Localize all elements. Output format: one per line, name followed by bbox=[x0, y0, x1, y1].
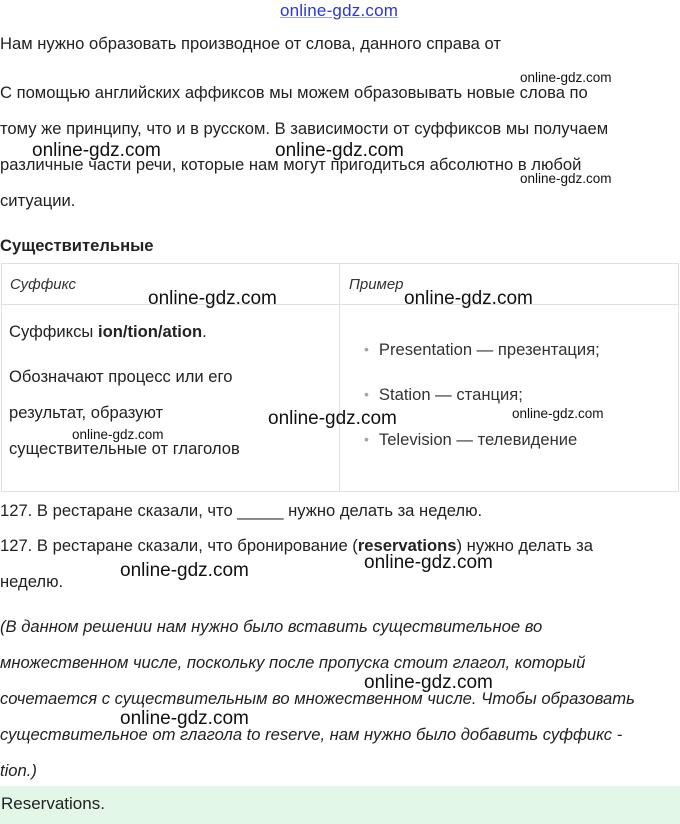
final-answer: Reservations. bbox=[1, 794, 105, 813]
example-item-3: • Television — телевидение bbox=[364, 430, 578, 449]
section-title: Существительные bbox=[0, 236, 154, 255]
watermark: online-gdz.com bbox=[520, 70, 612, 85]
watermark: online-gdz.com bbox=[268, 408, 397, 429]
intro-paragraph-line-1: С помощью английских аффиксов мы можем образовывать новые слова по bbox=[0, 83, 588, 102]
explanation-line-2: множественном числе, поскольку после пропуска стоит глагол, который bbox=[0, 653, 586, 672]
suffix-prefix: Суффиксы bbox=[9, 322, 98, 341]
answer-word: reservations bbox=[357, 536, 457, 555]
task-answer-line-2: неделю. bbox=[0, 572, 64, 591]
intro-paragraph-line-3: различные части речи, которые нам могут пригодиться абсолютно в любой bbox=[0, 155, 582, 174]
explanation-line-5: tion.) bbox=[0, 761, 37, 780]
watermark: online-gdz.com bbox=[512, 406, 604, 421]
bullet-icon: • bbox=[364, 386, 369, 402]
example-item-2: • Station — станция; bbox=[364, 385, 523, 404]
bullet-icon: • bbox=[364, 341, 369, 357]
intro-paragraph-line-4: ситуации. bbox=[0, 191, 76, 210]
watermark: online-gdz.com bbox=[148, 288, 277, 309]
watermark: online-gdz.com bbox=[120, 560, 249, 581]
intro-line: Нам нужно образовать производное от слова, данного справа от bbox=[0, 34, 501, 53]
suffix-end: . bbox=[202, 322, 207, 341]
watermark: online-gdz.com bbox=[404, 288, 533, 309]
table-column-divider bbox=[339, 264, 340, 491]
explanation-line-3: сочетается с существительным во множественном числе. Чтобы образовать bbox=[0, 689, 635, 708]
suffix-list: ion/tion/ation bbox=[97, 322, 203, 341]
explanation-line-4: существительное от глагола to reserve, нам нужно было добавить суффикс - bbox=[0, 725, 623, 744]
table-header-suffix: Суффикс bbox=[10, 276, 76, 293]
intro-paragraph-line-2: тому же принципу, что и в русском. В зависимости от суффиксов мы получаем bbox=[0, 119, 609, 138]
suffix-table bbox=[1, 263, 679, 492]
watermark: online-gdz.com bbox=[275, 140, 404, 161]
task-sentence: 127. В рестаране сказали, что _____ нужно делать за неделю. bbox=[0, 501, 483, 520]
example-item-1: • Presentation — презентация; bbox=[364, 340, 600, 359]
watermark: online-gdz.com bbox=[32, 140, 161, 161]
table-header-example: Пример bbox=[349, 276, 404, 293]
table-header-divider bbox=[2, 304, 678, 305]
watermark: online-gdz.com bbox=[120, 708, 249, 729]
final-answer-box bbox=[0, 786, 680, 824]
suffix-desc-line-1: Обозначают процесс или его bbox=[9, 367, 233, 386]
watermark: online-gdz.com bbox=[520, 171, 612, 186]
site-logo[interactable]: online-gdz.com bbox=[280, 1, 399, 20]
watermark: online-gdz.com bbox=[72, 427, 164, 442]
explanation-line-1: (В данном решении нам нужно было вставить существительное во bbox=[0, 617, 543, 636]
suffix-cell-title bbox=[9, 322, 207, 342]
watermark: online-gdz.com bbox=[364, 552, 493, 573]
watermark: online-gdz.com bbox=[364, 672, 493, 693]
bullet-icon: • bbox=[364, 431, 369, 447]
task-answer-line-1: 127. В рестаране сказали, что бронирование (reservations) нужно делать за bbox=[0, 536, 594, 555]
suffix-desc-line-2: результат, образуют bbox=[9, 403, 164, 422]
suffix-desc-line-3: существительные от глаголов bbox=[9, 439, 240, 458]
